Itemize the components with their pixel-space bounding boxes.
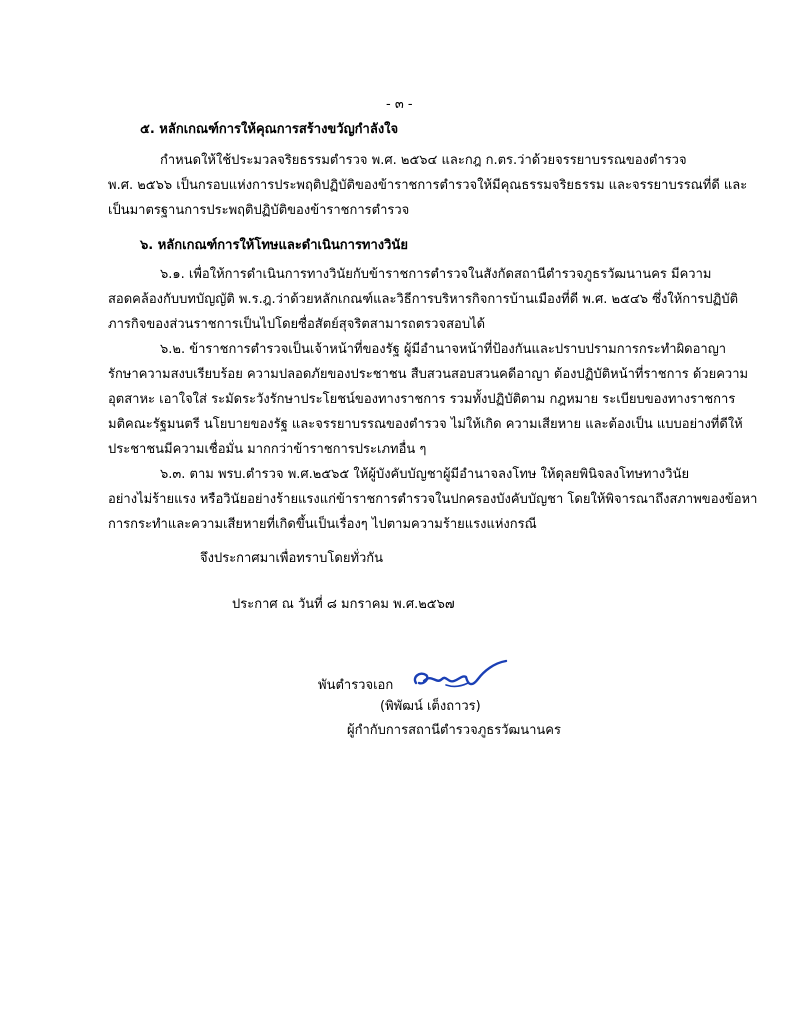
section6-1-line: ๖.๑. เพื่อให้การดำเนินการทางวินัยกับข้าราชการตำรวจในสังกัดสถานีตำรวจภูธรวัฒนานคร มีความ <box>160 267 712 282</box>
section6-3-line: การกระทำและความเสียหายที่เกิดขึ้นเป็นเรื่องๆ ไปตามความร้ายแรงแห่งกรณี <box>108 517 537 532</box>
section6-2-line: อุตสาหะ เอาใจใส่ ระมัดระวังรักษาประโยชน์ของทางราชการ รวมทั้งปฏิบัติตาม กฎหมาย ระเบียบของทางราชการ <box>108 392 736 407</box>
section6-2-line: ๖.๒. ข้าราชการตำรวจเป็นเจ้าหน้าที่ของรัฐ ผู้มีอำนาจหน้าที่ป้องกันและปราบปรามการกระทำผิดอาญา <box>160 342 727 357</box>
section6-2-line: รักษาความสงบเรียบร้อย ความปลอดภัยของประชาชน สืบสวนสอบสวนคดีอาญา ต้องปฏิบัติหน้าที่ราชการ ด้วยความ <box>108 367 749 382</box>
section6-heading: ๖. หลักเกณฑ์การให้โทษและดำเนินการทางวินัย <box>140 238 408 253</box>
section5-line: พ.ศ. ๒๕๖๖ เป็นกรอบแห่งการประพฤติปฏิบัติของข้าราชการตำรวจให้มีคุณธรรมจริยธรรม และจรรยาบรรณที่ดี และ <box>108 178 748 193</box>
section5-heading: ๕. หลักเกณฑ์การให้คุณการสร้างขวัญกำลังใจ <box>140 122 399 137</box>
date-line: ประกาศ ณ วันที่ ๘ มกราคม พ.ศ.๒๕๖๗ <box>232 597 455 612</box>
signatory-name: (พิพัฒน์ เต็งถาวร) <box>380 699 481 714</box>
handwritten-signature <box>402 655 512 697</box>
section6-1-line: ภารกิจของส่วนราชการเป็นไปโดยซื่อสัตย์สุจริตสามารถตรวจสอบได้ <box>108 317 486 332</box>
section5-line: เป็นมาตรฐานการประพฤติปฏิบัติของข้าราชการตำรวจ <box>108 203 410 218</box>
section6-1-line: สอดคล้องกับบทบัญญัติ พ.ร.ฎ.ว่าด้วยหลักเกณฑ์และวิธีการบริหารกิจการบ้านเมืองที่ดี พ.ศ. ๒๕๔๖ ซึ่งให้การปฏิบัติ <box>108 292 739 307</box>
announcement: จึงประกาศมาเพื่อทราบโดยทั่วกัน <box>200 551 384 566</box>
section5-line: กำหนดให้ใช้ประมวลจริยธรรมตำรวจ พ.ศ. ๒๕๖๔ และกฎ ก.ตร.ว่าด้วยจรรยาบรรณของตำรวจ <box>160 153 687 168</box>
page-number: - ๓ - <box>386 97 413 112</box>
section6-2-line: ประชาชนมีความเชื่อมั่น มากกว่าข้าราชการประเภทอื่น ๆ <box>108 442 427 457</box>
section6-3-line: ๖.๓. ตาม พรบ.ตำรวจ พ.ศ.๒๕๖๕ ให้ผู้บังคับบัญชาผู้มีอำนาจลงโทษ ให้ดุลยพินิจลงโทษทางวินัย <box>160 467 690 482</box>
section6-2-line: มติคณะรัฐมนตรี นโยบายของรัฐ และจรรยาบรรณของตำรวจ ไม่ให้เกิด ความเสียหาย และต้องเป็น แบบอย่างที่ดีให้ <box>108 417 743 432</box>
section6-3-line: อย่างไม่ร้ายแรง หรือวินัยอย่างร้ายแรงแก่ข้าราชการตำรวจในปกครองบังคับบัญชา โดยให้พิจารณาถึงสภาพของข้อหา <box>108 492 758 507</box>
signatory-rank: พันตำรวจเอก <box>318 678 394 693</box>
signatory-position: ผู้กำกับการสถานีตำรวจภูธรวัฒนานคร <box>347 723 561 738</box>
